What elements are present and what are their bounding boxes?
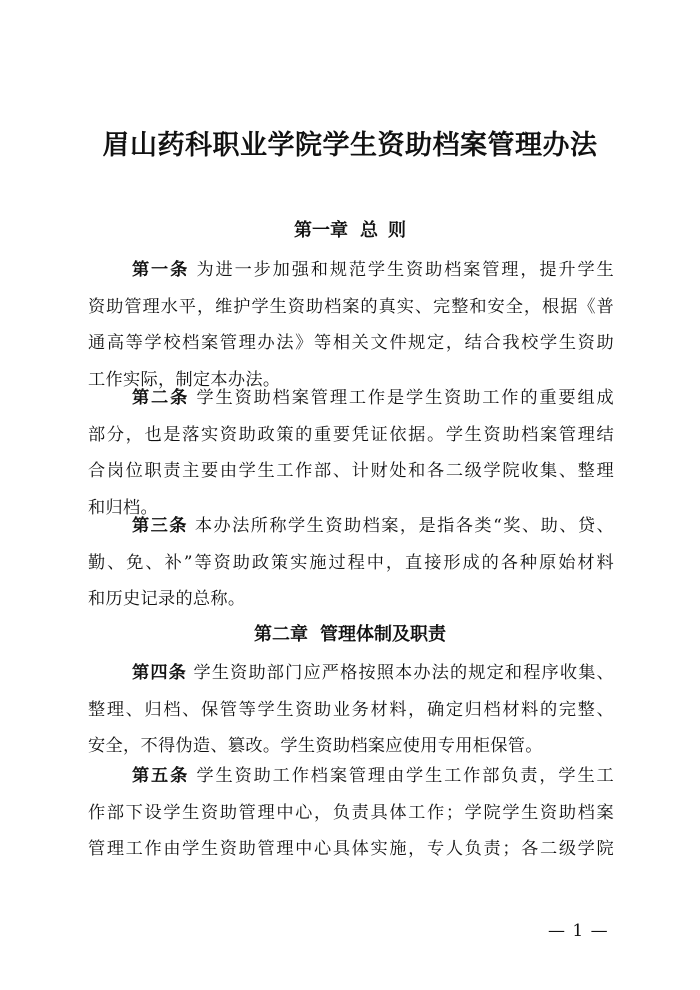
article-line: 第二条 学生资助档案管理工作是学生资助工作的重要组成 — [132, 388, 614, 408]
article-line: 部分，也是落实资助政策的重要凭证依据。学生资助档案管理结 — [88, 424, 614, 445]
article-2 — [88, 380, 614, 526]
article-line: 安全，不得伪造、篡改。学生资助档案应使用专用柜保管。 — [88, 736, 543, 756]
article-heading: 第一条 — [132, 260, 190, 280]
article-line: 和历史记录的总称。 — [88, 589, 246, 609]
article-line: 管理工作由学生资助管理中心具体实施，专人负责；各二级学院 — [88, 839, 614, 859]
article-5 — [88, 758, 614, 868]
article-line: 第三条 本办法所称学生资助档案，是指各类“奖、助、贷、 — [132, 516, 614, 536]
article-heading: 第四条 — [132, 663, 187, 683]
article-line: 工作实际，制定本办法。 — [88, 369, 281, 390]
document-title: 眉山药科职业学院学生资助档案管理办法 — [102, 130, 598, 161]
article-heading: 第三条 — [132, 516, 188, 536]
article-3 — [88, 508, 614, 618]
chapter-name-2: 则 — [388, 220, 406, 241]
chapter-label: 第一章 — [294, 220, 348, 241]
article-heading: 第五条 — [132, 766, 190, 786]
article-line: 资助管理水平，维护学生资助档案的真实、完整和安全，根据《普 — [88, 296, 614, 317]
article-line: 通高等学校档案管理办法》等相关文件规定，结合我校学生资助 — [88, 333, 614, 353]
article-line: 勤、免、补”等资助政策实施过程中，直接形成的各种原始材料 — [88, 552, 614, 573]
article-1 — [88, 252, 614, 398]
chapter-name: 总 — [360, 220, 378, 241]
article-line: 作部下设学生资助管理中心，负责具体工作；学院学生资助档案 — [88, 802, 614, 823]
article-line: 第五条 学生资助工作档案管理由学生工作部负责，学生工 — [132, 766, 614, 786]
article-line: 第一条 为进一步加强和规范学生资助档案管理，提升学生 — [132, 260, 614, 280]
page-number: — 1 — — [548, 921, 609, 941]
article-line: 和归档。 — [88, 497, 158, 518]
article-heading: 第二条 — [132, 388, 190, 408]
article-line: 第四条 学生资助部门应严格按照本办法的规定和程序收集、 — [132, 663, 614, 683]
chapter-label: 第二章 — [254, 624, 308, 645]
chapter-heading-2 — [0, 620, 700, 650]
chapter-heading-1 — [0, 216, 700, 246]
article-4 — [88, 655, 614, 765]
chapter-name: 管理体制及职责 — [320, 624, 446, 645]
article-line: 整理、归档、保管等学生资助业务材料，确定归档材料的完整、 — [88, 699, 614, 720]
article-line: 合岗位职责主要由学生工作部、计财处和各二级学院收集、整理 — [88, 461, 614, 481]
